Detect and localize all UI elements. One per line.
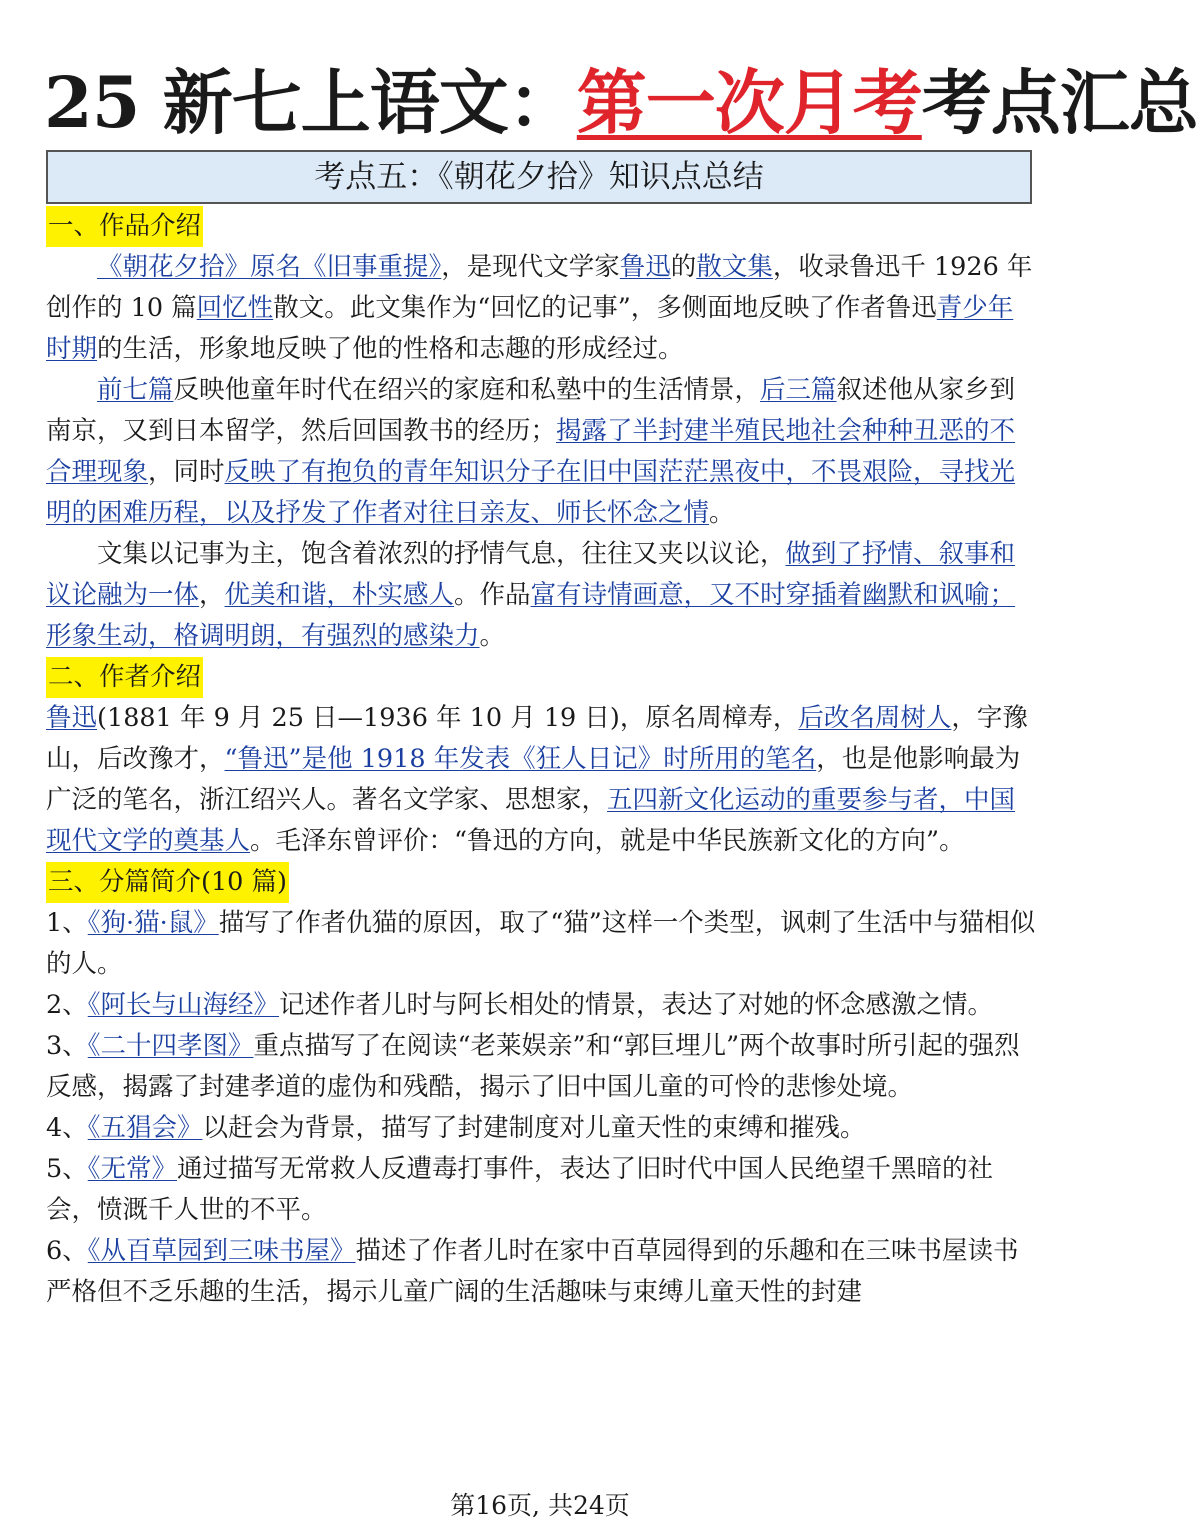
chapter-number: 2、 xyxy=(46,990,88,1020)
document-body xyxy=(46,206,1036,1313)
underlined-phrase: 前七篇 xyxy=(97,375,174,405)
intro-paragraph-3 xyxy=(46,534,1036,657)
chapter-title: 《五猖会》 xyxy=(87,1113,203,1143)
chapter-item xyxy=(46,985,1036,1026)
chapter-text: 描写了作者仇猫的原因，取了“猫”这样一个类型，讽刺了生活中与猫相似的人。 xyxy=(46,908,1036,979)
underlined-phrase: 鲁迅 xyxy=(46,703,98,733)
title-highlight: 第一次月考 xyxy=(576,61,922,144)
section-heading-intro: 一、作品介绍 xyxy=(46,206,203,247)
chapter-text: 描述了作者儿时在家中百草园得到的乐趣和在三味书屋读书严格但不乏乐趣的生活，揭示儿童广阔的生活趣味与束缚儿童天性的封建 xyxy=(46,1236,1019,1307)
author-paragraph xyxy=(46,698,1036,862)
chapter-text: 以赶会为背景，描写了封建制度对儿童天性的束缚和摧残。 xyxy=(202,1113,866,1143)
chapter-item xyxy=(46,1149,1036,1231)
text-run: 。作品 xyxy=(454,580,531,610)
underlined-phrase: 富有诗情画意，又不时穿插着幽默和讽喻；形象生动，格调明朗，有强烈的感染力 xyxy=(46,580,1016,651)
chapter-number: 3、 xyxy=(46,1031,88,1061)
text-run: 反映他童年时代在绍兴的家庭和私塾中的生活情景， xyxy=(173,375,761,405)
text-run: ，也是他影响最为广泛的笔名，浙江绍兴人。著名文学家、思想家， xyxy=(46,744,1021,815)
chapter-title: 《阿长与山海经》 xyxy=(87,990,279,1020)
chapter-number: 4、 xyxy=(46,1113,88,1143)
underlined-phrase: 揭露了半封建半殖民地社会种种丑恶的不合理现象 xyxy=(46,416,1016,487)
underlined-phrase: 五四新文化运动的重要参与者，中国现代文学的奠基人 xyxy=(46,785,1016,856)
chapter-item xyxy=(46,1231,1036,1313)
text-run: 。毛泽东曾评价：“鲁迅的方向，就是中华民族新文化的方向”。 xyxy=(250,826,965,856)
underlined-phrase: “鲁迅”是他 1918 年发表《狂人日记》时所用的笔名 xyxy=(224,744,817,774)
text-run: (1881 年 9 月 25 日—1936 年 10 月 19 日)，原名周樟寿， xyxy=(97,703,799,733)
chapter-text: 重点描写了在阅读“老莱娱亲”和“郭巨埋儿”两个故事时所引起的强烈反感，揭露了封建孝道的虚伪和残酷，揭示了旧中国儿童的可怜的悲惨处境。 xyxy=(46,1031,1020,1102)
chapter-item xyxy=(46,1026,1036,1108)
intro-paragraph-1 xyxy=(46,247,1036,370)
page-title xyxy=(44,61,1198,144)
text-run: 。 xyxy=(479,621,506,651)
chapter-title: 《无常》 xyxy=(87,1154,177,1184)
text-run: 的 xyxy=(670,252,697,282)
chapter-number: 5、 xyxy=(46,1154,88,1184)
underlined-phrase: 后改名周树人 xyxy=(798,703,952,733)
underlined-phrase: 反映了有抱负的青年知识分子在旧中国茫茫黑夜中，不畏艰险，寻找光明的困难历程，以及抒发了作者对往日亲友、师长怀念之情 xyxy=(46,457,1016,528)
text-run: 文集以记事为主，饱含着浓烈的抒情气息，往往又夹以议论， xyxy=(97,539,786,569)
chapter-title: 《狗·猫·鼠》 xyxy=(87,908,219,938)
text-run: 。 xyxy=(709,498,735,528)
underlined-phrase: 后三篇 xyxy=(760,375,837,405)
chapter-number: 6、 xyxy=(46,1236,88,1266)
chapter-text: 通过描写无常救人反遭毒打事件，表达了旧时代中国人民绝望千黑暗的社会，愤溉千人世的不平。 xyxy=(46,1154,994,1225)
chapter-title: 《从百草园到三味书屋》 xyxy=(87,1236,356,1266)
text-run: 散文。此文集作为“回忆的记事”，多侧面地反映了作者鲁迅 xyxy=(273,293,937,323)
section-banner: 考点五：《朝花夕拾》知识点总结 xyxy=(46,150,1032,204)
underlined-phrase: 回忆性 xyxy=(196,293,274,323)
underlined-phrase: 青少年时期 xyxy=(46,293,1014,364)
text-run: 叙述他从家乡到南京，又到日本留学，然后回国教书的经历； xyxy=(46,375,1016,446)
chapter-title: 《二十四孝图》 xyxy=(87,1031,254,1061)
text-run: ，是现代文学家 xyxy=(441,252,620,282)
text-run: ， xyxy=(199,580,225,610)
chapter-item xyxy=(46,903,1036,985)
underlined-phrase: 做到了抒情、叙事和议论融为一体 xyxy=(46,539,1016,610)
text-run: ，收录鲁迅千 1926 年创作的 10 篇 xyxy=(46,252,1033,323)
underlined-phrase: 优美和谐，朴实感人 xyxy=(224,580,455,610)
chapter-item xyxy=(46,1108,1036,1149)
underlined-phrase: 《朝花夕拾》原名《旧事重提》 xyxy=(97,252,442,282)
section-heading-author: 二、作者介绍 xyxy=(46,657,203,698)
text-run: ，同时 xyxy=(148,457,225,487)
intro-paragraph-2 xyxy=(46,370,1036,534)
section-heading-chapters: 三、分篇简介(10 篇) xyxy=(46,862,289,903)
text-run: ，字豫山，后改豫才， xyxy=(46,703,1028,774)
underlined-phrase: 散文集 xyxy=(696,252,773,282)
title-suffix: 考点汇总 xyxy=(921,61,1198,144)
title-prefix: 25 新七上语文： xyxy=(44,61,577,144)
chapter-text: 记述作者儿时与阿长相处的情景，表达了对她的怀念感激之情。 xyxy=(279,990,994,1020)
text-run: 的生活，形象地反映了他的性格和志趣的形成经过。 xyxy=(97,334,684,364)
underlined-phrase: 鲁迅 xyxy=(619,252,671,282)
chapter-number: 1、 xyxy=(46,908,88,938)
page-number: 第16页, 共24页 xyxy=(450,1491,630,1520)
